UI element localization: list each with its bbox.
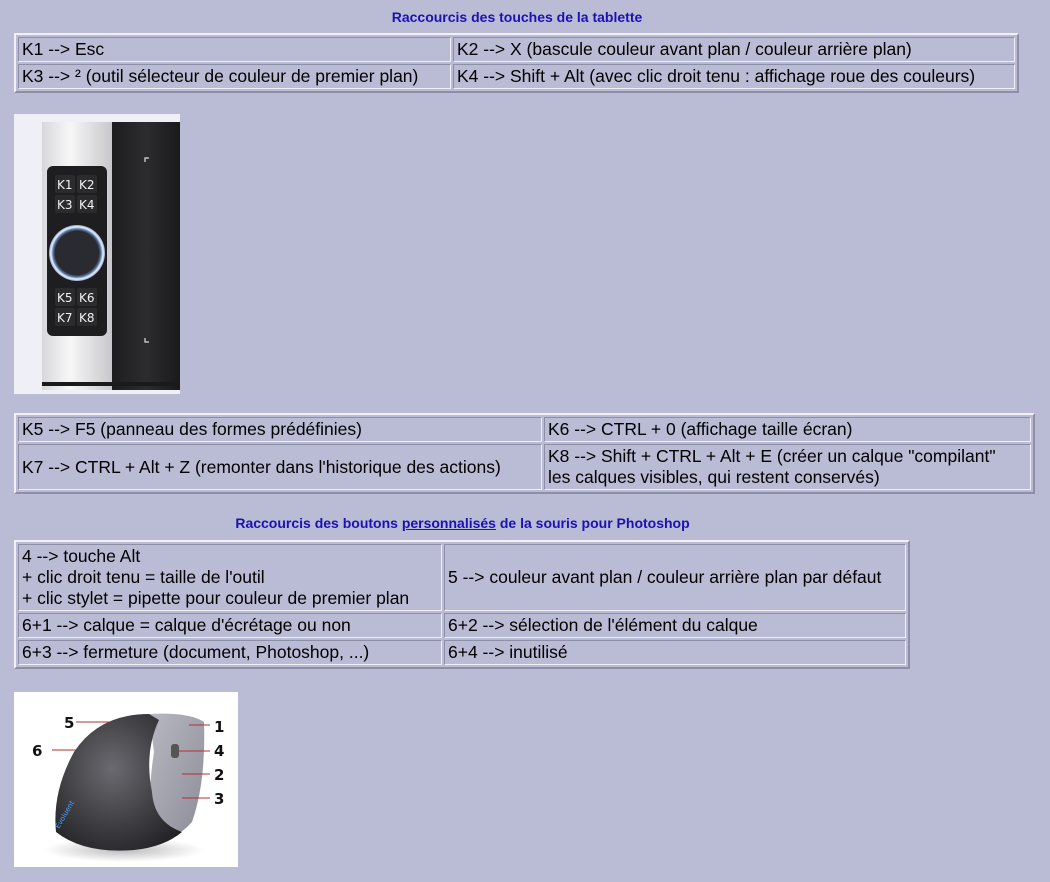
k8-line-2: les calques visibles, qui restent conservés) bbox=[548, 467, 880, 487]
table-cell-k1: K1 --> Esc bbox=[18, 37, 451, 62]
table-cell-button-6-3: 6+3 --> fermeture (document, Photoshop, ...) bbox=[18, 640, 442, 665]
mouse-title-link[interactable]: personnalisés bbox=[401, 515, 496, 531]
table-cell-k3: K3 --> ² (outil sélecteur de couleur de premier plan) bbox=[18, 64, 451, 89]
svg-text:K1: K1 bbox=[57, 178, 73, 192]
mouse-title-after: de la souris pour Photoshop bbox=[495, 515, 690, 531]
svg-text:K5: K5 bbox=[57, 291, 73, 305]
table-cell-k8 bbox=[544, 444, 1031, 490]
mouse-section-title bbox=[0, 515, 925, 531]
svg-text:K4: K4 bbox=[79, 198, 95, 212]
mouse-label-1: 1 bbox=[214, 718, 225, 736]
mouse-shortcuts-table bbox=[14, 540, 910, 669]
table-row bbox=[18, 613, 906, 638]
vertical-mouse-illustration-icon bbox=[14, 692, 238, 867]
mouse-label-4: 4 bbox=[214, 742, 225, 760]
svg-text:K6: K6 bbox=[79, 291, 95, 305]
mouse-label-5: 5 bbox=[64, 714, 75, 732]
mouse-label-6: 6 bbox=[32, 742, 43, 760]
mouse-title-before: Raccourcis des boutons bbox=[235, 515, 402, 531]
table-cell-button-6-4: 6+4 --> inutilisé bbox=[444, 640, 906, 665]
tablet-image bbox=[14, 114, 180, 394]
table-cell-button-6-1: 6+1 --> calque = calque d'écrétage ou non bbox=[18, 613, 442, 638]
svg-text:K3: K3 bbox=[57, 198, 73, 212]
table-cell-k5: K5 --> F5 (panneau des formes prédéfinies) bbox=[18, 417, 542, 442]
table-row bbox=[18, 64, 1015, 89]
table-cell-button-5: 5 --> couleur avant plan / couleur arrière plan par défaut bbox=[444, 544, 906, 611]
table-cell-button-6-2: 6+2 --> sélection de l'élément du calque bbox=[444, 613, 906, 638]
table-row bbox=[18, 444, 1031, 490]
tablet-illustration-icon bbox=[14, 114, 180, 394]
tablet-shortcuts-table-bottom bbox=[14, 413, 1035, 494]
tablet-shortcuts-table-top bbox=[14, 33, 1019, 93]
k8-line-1: K8 --> Shift + CTRL + Alt + E (créer un calque "compilant" bbox=[548, 446, 996, 466]
table-cell-k6: K6 --> CTRL + 0 (affichage taille écran) bbox=[544, 417, 1031, 442]
table-row bbox=[18, 640, 906, 665]
table-cell-button-4 bbox=[18, 544, 442, 611]
table-cell-k7: K7 --> CTRL + Alt + Z (remonter dans l'historique des actions) bbox=[18, 444, 542, 490]
button-4-line-2: + clic droit tenu = taille de l'outil bbox=[22, 567, 265, 587]
svg-text:K7: K7 bbox=[57, 311, 73, 325]
table-row bbox=[18, 544, 906, 611]
button-4-line-1: 4 --> touche Alt bbox=[22, 546, 141, 566]
svg-text:Evoluent: Evoluent bbox=[53, 799, 77, 830]
button-4-line-3: + clic stylet = pipette pour couleur de premier plan bbox=[22, 588, 410, 608]
tablet-section-title: Raccourcis des touches de la tablette bbox=[391, 9, 643, 25]
svg-text:K8: K8 bbox=[79, 311, 95, 325]
mouse-label-3: 3 bbox=[214, 790, 225, 808]
table-row bbox=[18, 37, 1015, 62]
table-cell-k2: K2 --> X (bascule couleur avant plan / couleur arrière plan) bbox=[453, 37, 1015, 62]
table-cell-k4: K4 --> Shift + Alt (avec clic droit tenu : affichage roue des couleurs) bbox=[453, 64, 1015, 89]
mouse-label-2: 2 bbox=[214, 766, 225, 784]
mouse-image bbox=[14, 692, 238, 867]
svg-text:K2: K2 bbox=[79, 178, 95, 192]
table-row bbox=[18, 417, 1031, 442]
